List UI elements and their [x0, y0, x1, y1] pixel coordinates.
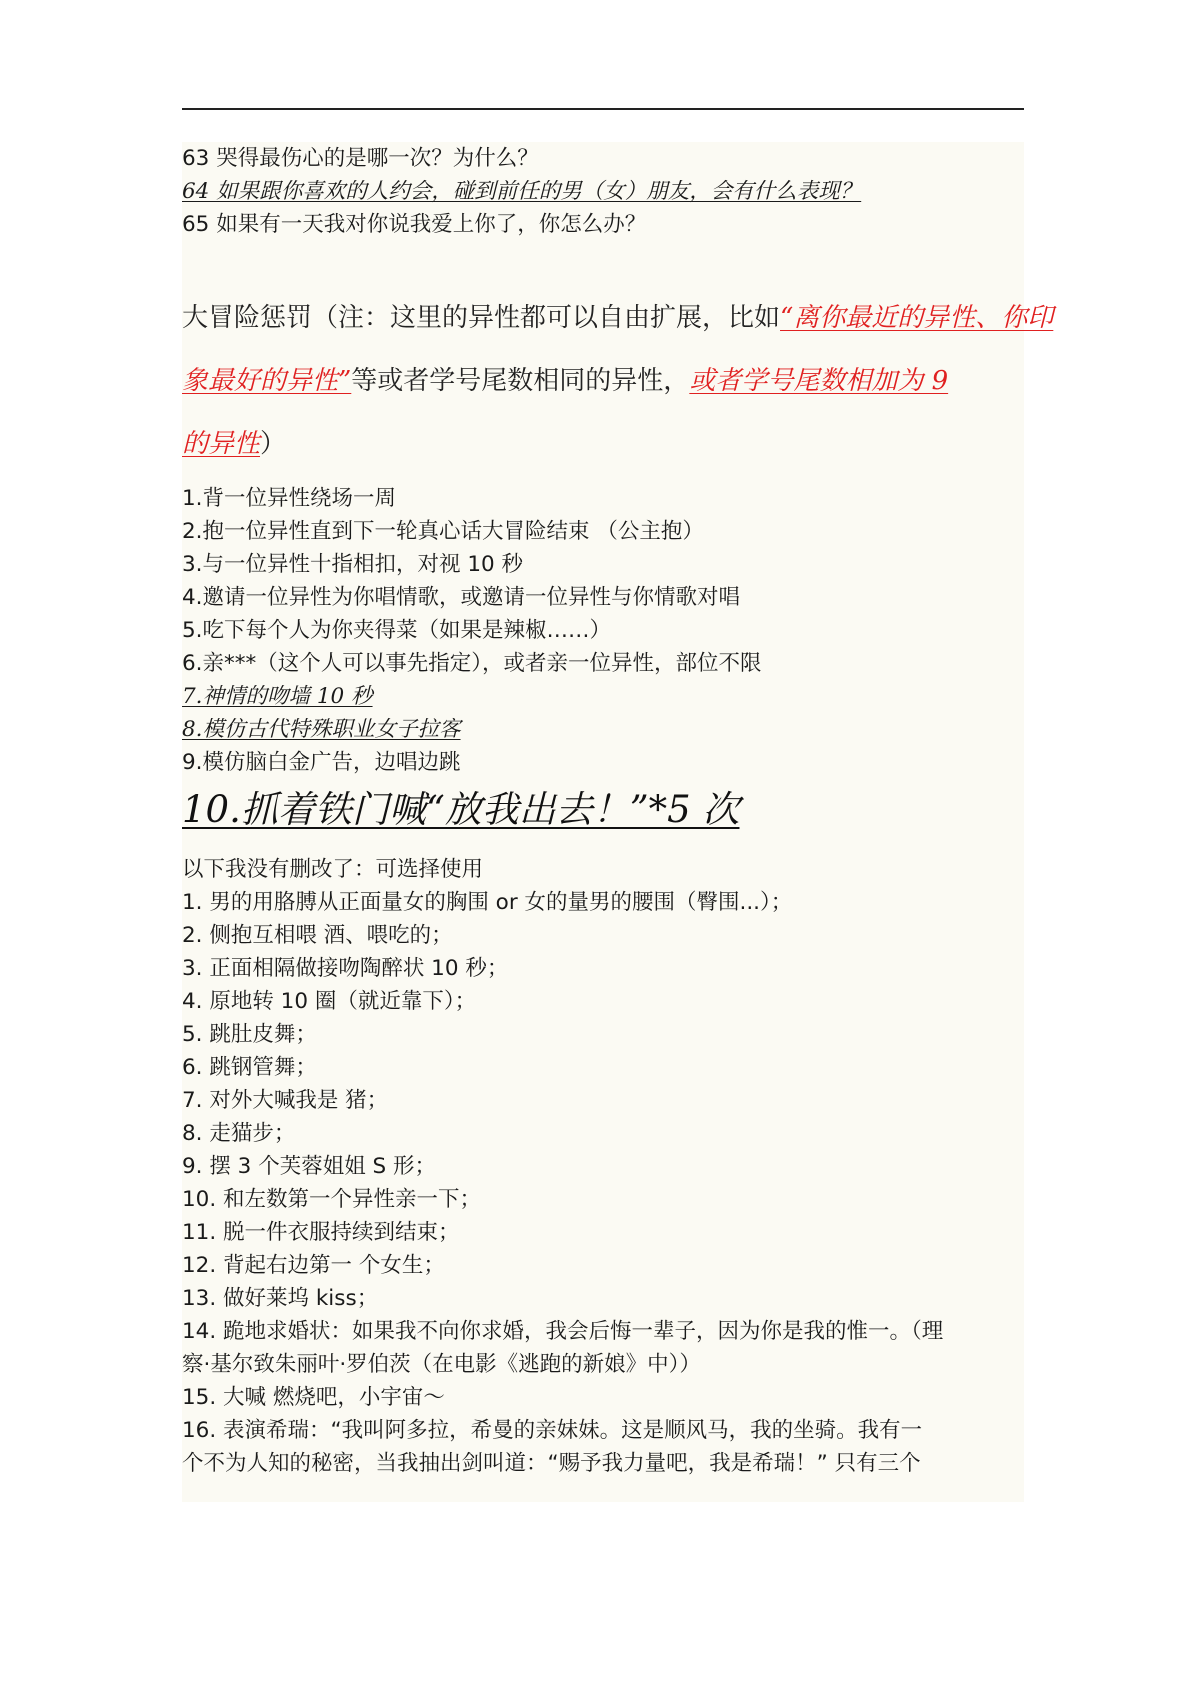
extra-item: 13. 做好莱坞 kiss；: [182, 1286, 379, 1311]
penalty-item: [182, 713, 1024, 746]
penalty-item: 4.邀请一位异性为你唱情歌，或邀请一位异性与你情歌对唱: [182, 585, 741, 610]
penalty-heading: [182, 287, 1054, 476]
penalty-item-7-text: 7.神情的吻墙 10 秒: [182, 684, 373, 709]
document-body: [182, 142, 1054, 1502]
extra-item: 3. 正面相隔做接吻陶醉状 10 秒；: [182, 956, 509, 981]
extra-item: 12. 背起右边第一 个女生；: [182, 1253, 445, 1278]
extra-item: 1. 男的用胳膊从正面量女的胸围 or 女的量男的腰围（臀围...）；: [182, 890, 793, 915]
extra-item-continued: 个不为人知的秘密，当我抽出剑叫道：“赐予我力量吧，我是希瑞！” 只有三个: [182, 1451, 921, 1476]
penalty-heading-line-1: 大冒险惩罚（注：这里的异性都可以自由扩展，比如“离你最近的异性、你印: [182, 303, 1054, 333]
question-64-text: 64 如果跟你喜欢的人约会，碰到前任的男（女）朋友，会有什么表现？: [182, 179, 862, 204]
extra-item: 2. 侧抱互相喂 酒、喂吃的；: [182, 923, 453, 948]
penalty-item: 1.背一位异性绕场一周: [182, 486, 397, 511]
question-64: [182, 175, 1024, 208]
penalty-item: 6.亲***（这个人可以事先指定），或者亲一位异性，部位不限: [182, 651, 762, 676]
question-63: 63 哭得最伤心的是哪一次？为什么？: [182, 146, 539, 171]
extra-intro: 以下我没有删改了：可选择使用: [182, 857, 484, 882]
extra-item: 16. 表演希瑞：“我叫阿多拉，希曼的亲妹妹。这是顺风马，我的坐骑。我有一: [182, 1418, 923, 1443]
extra-item: 7. 对外大喊我是 猪；: [182, 1088, 389, 1113]
penalty-heading-line-2: 象最好的异性”等或者学号尾数相同的异性，或者学号尾数相加为 9: [182, 366, 949, 396]
extra-item: 10. 和左数第一个异性亲一下；: [182, 1187, 482, 1212]
question-65: 65 如果有一天我对你说我爱上你了，你怎么办？: [182, 212, 647, 237]
penalty-item-10-large: 10.抓着铁门喊“放我出去！”*5 次: [182, 788, 740, 831]
extra-item: 6. 跳钢管舞；: [182, 1055, 317, 1080]
extra-item: 5. 跳肚皮舞；: [182, 1022, 317, 1047]
penalty-heading-line-3: 的异性）: [182, 429, 287, 459]
extra-item: 9. 摆 3 个芙蓉姐姐 S 形；: [182, 1154, 437, 1179]
extra-item: 15. 大喊 燃烧吧，小宇宙～: [182, 1385, 445, 1410]
penalty-item-8-text: 8.模仿古代特殊职业女子拉客: [182, 717, 461, 742]
penalty-item: 9.模仿脑白金广告，边唱边跳: [182, 750, 461, 775]
extra-item: 14. 跪地求婚状：如果我不向你求婚，我会后悔一辈子，因为你是我的惟一。（理: [182, 1319, 944, 1344]
penalty-item: 2.抱一位异性直到下一轮真心话大冒险结束 （公主抱）: [182, 519, 704, 544]
extra-item: 8. 走猫步；: [182, 1121, 296, 1146]
penalty-item: 3.与一位异性十指相扣，对视 10 秒: [182, 552, 524, 577]
extra-item-continued: 察·基尔致朱丽叶·罗伯茨（在电影《逃跑的新娘》中））: [182, 1352, 701, 1377]
extra-item: 11. 脱一件衣服持续到结束；: [182, 1220, 460, 1245]
penalty-item: [182, 680, 1024, 713]
penalty-item: 5.吃下每个人为你夹得菜（如果是辣椒……）: [182, 618, 612, 643]
extra-item: 4. 原地转 10 圈（就近靠下）；: [182, 989, 477, 1014]
header-rule: [182, 108, 1024, 110]
